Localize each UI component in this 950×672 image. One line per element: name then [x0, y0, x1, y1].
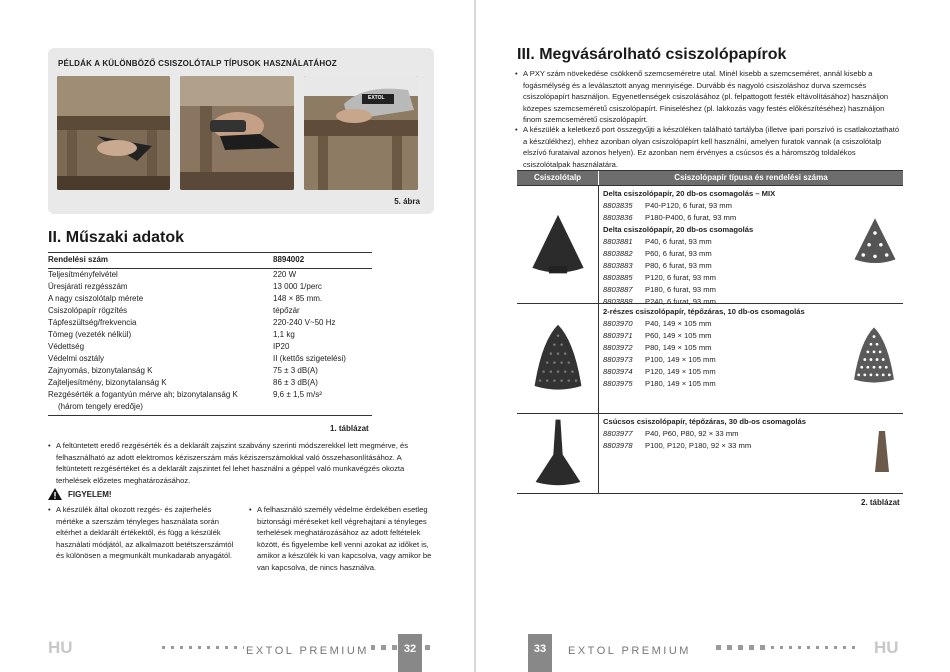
tech-table-row [48, 269, 372, 281]
warning-text-col2: • A felhasználó személy védelme érdekében esetleg biztonsági méréseket kell végrehajtani a tényleges terhelések meghatározásához az adott feltételek között, és figyelembe kell venni azokat az időket is, amikor a készülék ki van kapcsolva, vagy amikor be van kapcsolva, de nincs használva. [257, 504, 435, 573]
table-1-label: 1. táblázat [330, 424, 369, 433]
order-code: 8803888 [603, 297, 633, 306]
iron-paper-icon [851, 323, 897, 394]
tech-key: A nagy csiszolótalp mérete [48, 294, 144, 303]
sandpaper-item [603, 200, 903, 212]
sandpaper-item [603, 440, 903, 452]
tech-table-row [48, 353, 372, 365]
footer-lang-left: HU [48, 638, 73, 657]
tech-section-title: II. Műszaki adatok [48, 229, 185, 246]
tech-table-row [48, 317, 372, 329]
tech-value: tépőzár [273, 306, 300, 315]
tech-key: Csiszolópapír rögzítés [48, 306, 128, 315]
tech-value: 220-240 V~50 Hz [273, 318, 336, 327]
delta-paper-icon [853, 216, 897, 273]
tech-key: Védettség [48, 342, 85, 351]
sandpaper-group-title: Delta csiszolópapír, 20 db-os csomagolás [603, 225, 754, 234]
tech-key: Zajteljesítmény, bizonytalanság K [48, 378, 167, 387]
sandpaper-row [517, 413, 903, 493]
sandpaper-item [603, 284, 903, 296]
tech-key: Teljesítményfelvétel [48, 270, 118, 279]
sandpaper-desc: P180-P400, 6 furat, 93 mm [645, 213, 737, 222]
order-code: 8803974 [603, 367, 633, 376]
order-code: 8803883 [603, 261, 633, 270]
footer-brand-left: EXTOL PREMIUM [246, 645, 369, 657]
order-code: 8803973 [603, 355, 633, 364]
pointed-pad-icon [517, 414, 599, 493]
sandpaper-desc: P240, 6 furat, 93 mm [645, 297, 716, 306]
sandpaper-desc: P100, P120, P180, 92 × 33 mm [645, 441, 752, 450]
sandpaper-table [517, 170, 903, 494]
tech-key-cont: (három tengely eredője) [58, 402, 143, 411]
figure-label: 5. ábra [394, 197, 420, 206]
order-code: 8803882 [603, 249, 633, 258]
tech-header-key: Rendelési szám [48, 255, 109, 264]
order-code: 8803835 [603, 201, 633, 210]
tech-table [48, 252, 372, 416]
page-number-left: 32 [398, 634, 422, 672]
sandpaper-list [599, 186, 903, 306]
page-gutter [474, 0, 476, 672]
sandpaper-desc: P180, 149 × 105 mm [645, 379, 716, 388]
order-code: 8803978 [603, 441, 633, 450]
tech-value: 86 ± 3 dB(A) [273, 378, 318, 387]
footer-lang-right: HU [874, 638, 899, 657]
sandpaper-list [599, 414, 903, 493]
col-paper-header: Csiszolópapír típusa és rendelési száma [674, 173, 828, 182]
tech-value: 1,1 kg [273, 330, 295, 339]
tech-value: 75 ± 3 dB(A) [273, 366, 318, 375]
order-code: 8803977 [603, 429, 633, 438]
warning-icon [48, 488, 62, 500]
sandpaper-group-title: 2-részes csiszolópapír, tépőzáras, 10 db-os csomagolás [603, 307, 805, 316]
sandpaper-desc: P60, 149 × 105 mm [645, 331, 712, 340]
tech-table-row [48, 389, 372, 401]
col-pad-header: Csiszolótalp [517, 171, 599, 185]
vibration-note: • A feltüntetett eredő rezgésérték és a deklarált zajszint szabvány szerinti módszerekkel lett megmérve, és felhasználható az adott elektromos kéziszerszám más kéziszerszámokkal való összehasonlításához. A feltüntetett rezgésértéket és a deklarált zajszintet fel lehet használni a géppel való munkavégzés okozta terhelések előzetes meghatározásához. [56, 440, 434, 486]
tech-key: Üresjárati rezgésszám [48, 282, 128, 291]
sandpaper-row [517, 303, 903, 413]
table-2-label: 2. táblázat [861, 498, 900, 507]
sandpaper-group-title: Csúcsos csiszolópapír, tépőzáras, 30 db-os csomagolás [603, 417, 806, 426]
tech-value: IP20 [273, 342, 290, 351]
sandpaper-desc: P80, 149 × 105 mm [645, 343, 712, 352]
grit-info-bullet: • A PXY szám növekedése csökkenő szemcseméretre utal. Minél kisebb a szemcseméret, annál kisebb a fogásmélység és a leválasztott anyag mennyisége. Durvább és nagyoló csiszoláshoz durva szemcsés csiszolópapírt használjon. Egyenetlenségek csiszolásához (pl. felpattogott festék eltávolításához) használjon közepes szemcseméretű csiszolópapírt. Finiseléshez (pl. lakkozás vagy festés előkészítéséhez) használjon finom szemcseméretű csiszolópapírt. [523, 68, 903, 126]
tech-key: Zajnyomás, bizonytalanság K [48, 366, 153, 375]
tech-table-row-cont [48, 401, 372, 413]
papers-section-title: III. Megvásárolható csiszolópapírok [517, 46, 787, 63]
order-code: 8803836 [603, 213, 633, 222]
examples-title: PÉLDÁK A KÜLÖNBÖZŐ CSISZOLÓTALP TÍPUSOK HASZNÁLATÁHOZ [58, 59, 337, 68]
tech-value: 13 000 1/perc [273, 282, 322, 291]
order-code: 8803885 [603, 273, 633, 282]
order-code: 8803972 [603, 343, 633, 352]
warning-heading [48, 488, 112, 500]
order-code: 8803881 [603, 237, 633, 246]
sandpaper-desc: P40-P120, 6 furat, 93 mm [645, 201, 732, 210]
tech-key: Védelmi osztály [48, 354, 105, 363]
sandpaper-group-title: Delta csiszolópapír, 20 db-os csomagolás – MIX [603, 189, 776, 198]
footer-brand-right: EXTOL PREMIUM [568, 645, 691, 657]
example-photo-3 [304, 76, 418, 190]
sandpaper-desc: P60, 6 furat, 93 mm [645, 249, 712, 258]
tech-value: 9,6 ± 1,5 m/s² [273, 390, 322, 399]
warning-title: FIGYELEM! [68, 489, 112, 499]
sandpaper-table-header [517, 171, 903, 185]
dust-info-bullet: • A készülék a keletkező port összegyűjti a készüléken található tartályba (illetve ipari porszívó is csatlakoztatható a készülékhez), ehhez azonban olyan csiszolópapírt kell használni, amelyen furatok vannak (a csiszolótalp elszívó furataival azonos helyen). Ez azonban nem érvényes a csúcsos és a háromszög toldalékos csiszolótalpak használatára. [523, 124, 903, 170]
tech-table-row [48, 365, 372, 377]
delta-pad-icon [517, 186, 599, 303]
tech-table-footer-rule [48, 415, 372, 416]
sandpaper-list [599, 304, 903, 413]
sandpaper-item [603, 272, 903, 284]
tech-value: II (kettős szigetelési) [273, 354, 346, 363]
iron-pad-icon [517, 304, 599, 413]
tech-table-row [48, 293, 372, 305]
pointed-paper-icon [867, 418, 897, 489]
order-code: 8803971 [603, 331, 633, 340]
tool-brand-label: EXTOL [368, 95, 385, 101]
example-photo-1 [57, 76, 170, 190]
example-photo-2 [180, 76, 294, 190]
sandpaper-row [517, 185, 903, 306]
tech-key: Tömeg (vezeték nélkül) [48, 330, 132, 339]
footer-dots-right [716, 646, 855, 650]
tech-table-row [48, 305, 372, 317]
sandpaper-desc: P120, 6 furat, 93 mm [645, 273, 716, 282]
tech-value: 220 W [273, 270, 297, 279]
sandpaper-desc: P120, 149 × 105 mm [645, 367, 716, 376]
sandpaper-desc: P100, 149 × 105 mm [645, 355, 716, 364]
warning-text-col1: • A készülék által okozott rezgés- és zajterhelés mértéke a szerszám tényleges használata során eltérhet a deklarált értékektől, és függ a készülék használati módjától, az alkalmazott betétszerszámtól és különösen a megmunkált munkadarab anyagától. [56, 504, 234, 562]
order-code: 8803975 [603, 379, 633, 388]
sandpaper-desc: P40, P60, P80, 92 × 33 mm [645, 429, 739, 438]
tech-header-value: 8894002 [273, 255, 305, 264]
tech-value: 148 × 85 mm. [273, 294, 323, 303]
tech-table-row [48, 341, 372, 353]
tech-table-row [48, 281, 372, 293]
order-code: 8803887 [603, 285, 633, 294]
tech-table-row [48, 377, 372, 389]
tech-key: Rezgésérték a fogantyún mérve ah; bizonytalanság K [48, 390, 238, 399]
sandpaper-desc: P180, 6 furat, 93 mm [645, 285, 716, 294]
tech-table-header [48, 253, 372, 269]
tech-key: Tápfeszültség/frekvencia [48, 318, 137, 327]
sandpaper-desc: P40, 149 × 105 mm [645, 319, 712, 328]
sandpaper-desc: P80, 6 furat, 93 mm [645, 261, 712, 270]
tech-table-row [48, 329, 372, 341]
page-number-right: 33 [528, 634, 552, 672]
sandpaper-item [603, 428, 903, 440]
examples-box [48, 48, 434, 214]
sandpaper-desc: P40, 6 furat, 93 mm [645, 237, 712, 246]
order-code: 8803970 [603, 319, 633, 328]
